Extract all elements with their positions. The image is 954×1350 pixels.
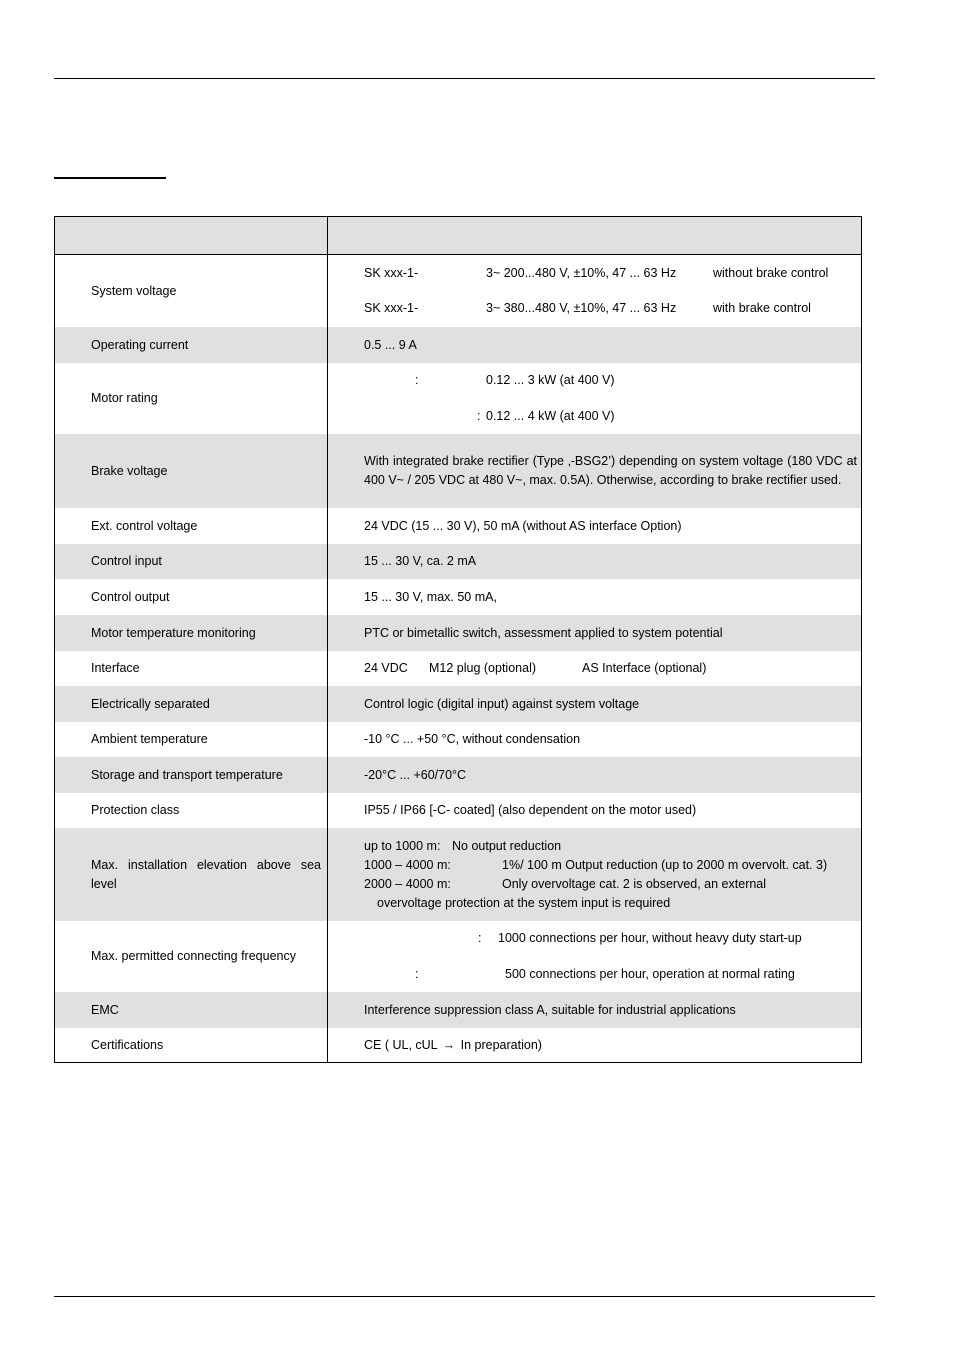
footer-rule <box>54 1296 875 1297</box>
elevation-line <box>364 875 857 894</box>
row-value: PTC or bimetallic switch, assessment applied to system potential <box>364 625 723 640</box>
frequency-line <box>364 929 857 948</box>
row-value <box>328 1028 861 1062</box>
elevation-note: Only overvoltage cat. 2 is observed, an external <box>502 876 767 891</box>
row-label: EMC <box>55 992 328 1028</box>
rating-line <box>364 371 857 390</box>
rating-text: 0.12 ... 4 kW (at 400 V) <box>486 409 615 423</box>
table-row <box>55 508 861 544</box>
header-label-cell <box>55 217 328 254</box>
interface-voltage: 24 VDC <box>364 661 408 675</box>
table-row <box>55 992 861 1028</box>
table-row <box>55 434 861 508</box>
row-value: -20°C ... +60/70°C <box>364 767 467 782</box>
header-value-cell <box>328 217 861 254</box>
row-label <box>55 828 328 921</box>
frequency-text: 500 connections per hour, operation at normal rating <box>505 967 795 981</box>
row-value <box>328 363 861 434</box>
row-value <box>328 828 861 921</box>
elevation-line <box>364 856 857 875</box>
rating-text: 0.12 ... 3 kW (at 400 V) <box>486 373 615 387</box>
row-label: Electrically separated <box>55 686 328 722</box>
table-row <box>55 686 861 722</box>
table-row <box>55 327 861 363</box>
elevation-note: 1%/ 100 m Output reduction (up to 2000 m overvolt. cat. 3) <box>502 857 828 872</box>
brake-voltage-text: With integrated brake rectifier (Type ‚-BSG2’) depending on system voltage (180 VDC at 400 V~ / 205 VDC at 480 V~, max. 0.5A). Otherwise, according to brake rectifier used. <box>364 454 857 487</box>
table-row <box>55 255 861 327</box>
elevation-note: No output reduction <box>452 838 562 853</box>
elevation-label: Max. installation elevation above sea level <box>91 857 321 891</box>
elevation-range: up to 1000 m: <box>364 838 441 853</box>
table-row <box>55 544 861 579</box>
interface-line <box>364 659 857 678</box>
frequency-text: 1000 connections per hour, without heavy duty start-up <box>498 931 802 945</box>
row-label: Storage and transport temperature <box>55 757 328 793</box>
row-value: 24 VDC (15 ... 30 V), 50 mA (without AS interface Option) <box>364 518 682 533</box>
colon-text: : <box>477 409 481 423</box>
certification-status: In preparation) <box>460 1037 542 1052</box>
elevation-line <box>364 894 857 913</box>
certification-text: CE ( UL, cUL <box>364 1037 438 1052</box>
row-label: Brake voltage <box>55 434 328 508</box>
voltage-line <box>364 264 857 283</box>
rating-line <box>364 407 857 426</box>
table-row <box>55 1028 861 1062</box>
table-header-row <box>55 217 861 255</box>
row-value <box>328 434 861 508</box>
note-text: with brake control <box>713 301 811 315</box>
frequency-line <box>364 965 857 984</box>
row-value: IP55 / IP66 [-C- coated] (also dependent on the motor used) <box>364 803 697 817</box>
row-value <box>328 651 861 686</box>
row-value: 15 ... 30 V, ca. 2 mA <box>364 554 477 568</box>
table-row <box>55 722 861 757</box>
range-text: 3~ 380...480 V, ±10%, 47 ... 63 Hz <box>486 301 677 315</box>
interface-plug: M12 plug (optional) <box>429 661 537 675</box>
table-row <box>55 793 861 828</box>
table-row <box>55 615 861 651</box>
row-label: Operating current <box>55 327 328 363</box>
voltage-line <box>364 299 857 318</box>
table-row <box>55 921 861 992</box>
table-row <box>55 579 861 615</box>
model-text: SK xxx-1- <box>364 266 419 280</box>
elevation-range: 1000 – 4000 m: <box>364 857 451 872</box>
technical-data-table <box>54 216 862 1063</box>
elevation-line <box>364 837 857 856</box>
note-text: without brake control <box>713 266 829 280</box>
row-value <box>328 921 861 992</box>
row-value: Control logic (digital input) against system voltage <box>364 696 640 711</box>
row-label: Control input <box>55 544 328 579</box>
table-row <box>55 828 861 921</box>
table-row <box>55 651 861 686</box>
section-heading-underline <box>54 177 166 179</box>
elevation-note: overvoltage protection at the system input is required <box>377 895 671 910</box>
row-value: -10 °C ... +50 °C, without condensation <box>364 732 581 746</box>
colon-text: : <box>415 967 419 981</box>
header-rule <box>54 78 875 79</box>
row-value <box>328 255 861 327</box>
colon-text: : <box>478 931 482 945</box>
row-value: Interference suppression class A, suitable for industrial applications <box>364 1002 736 1017</box>
row-label: Motor temperature monitoring <box>55 615 328 651</box>
row-label: Protection class <box>55 793 328 828</box>
colon-text: : <box>415 373 419 387</box>
model-text: SK xxx-1- <box>364 301 419 315</box>
row-value: 0.5 ... 9 A <box>364 337 417 352</box>
row-label: System voltage <box>55 255 328 327</box>
row-label: Certifications <box>55 1028 328 1062</box>
row-label: Max. permitted connecting frequency <box>55 921 328 992</box>
row-label: Ext. control voltage <box>55 508 328 544</box>
certifications-line <box>364 1036 857 1055</box>
table-row <box>55 363 861 434</box>
arrow-right-icon: → <box>442 1037 456 1052</box>
row-value: 15 ... 30 V, max. 50 mA, <box>364 589 497 604</box>
row-label: Ambient temperature <box>55 722 328 757</box>
interface-as: AS Interface (optional) <box>582 661 707 675</box>
row-label: Control output <box>55 579 328 615</box>
elevation-range: 2000 – 4000 m: <box>364 876 451 891</box>
row-label: Interface <box>55 651 328 686</box>
row-label: Motor rating <box>55 363 328 434</box>
range-text: 3~ 200...480 V, ±10%, 47 ... 63 Hz <box>486 266 677 280</box>
table-row <box>55 757 861 793</box>
